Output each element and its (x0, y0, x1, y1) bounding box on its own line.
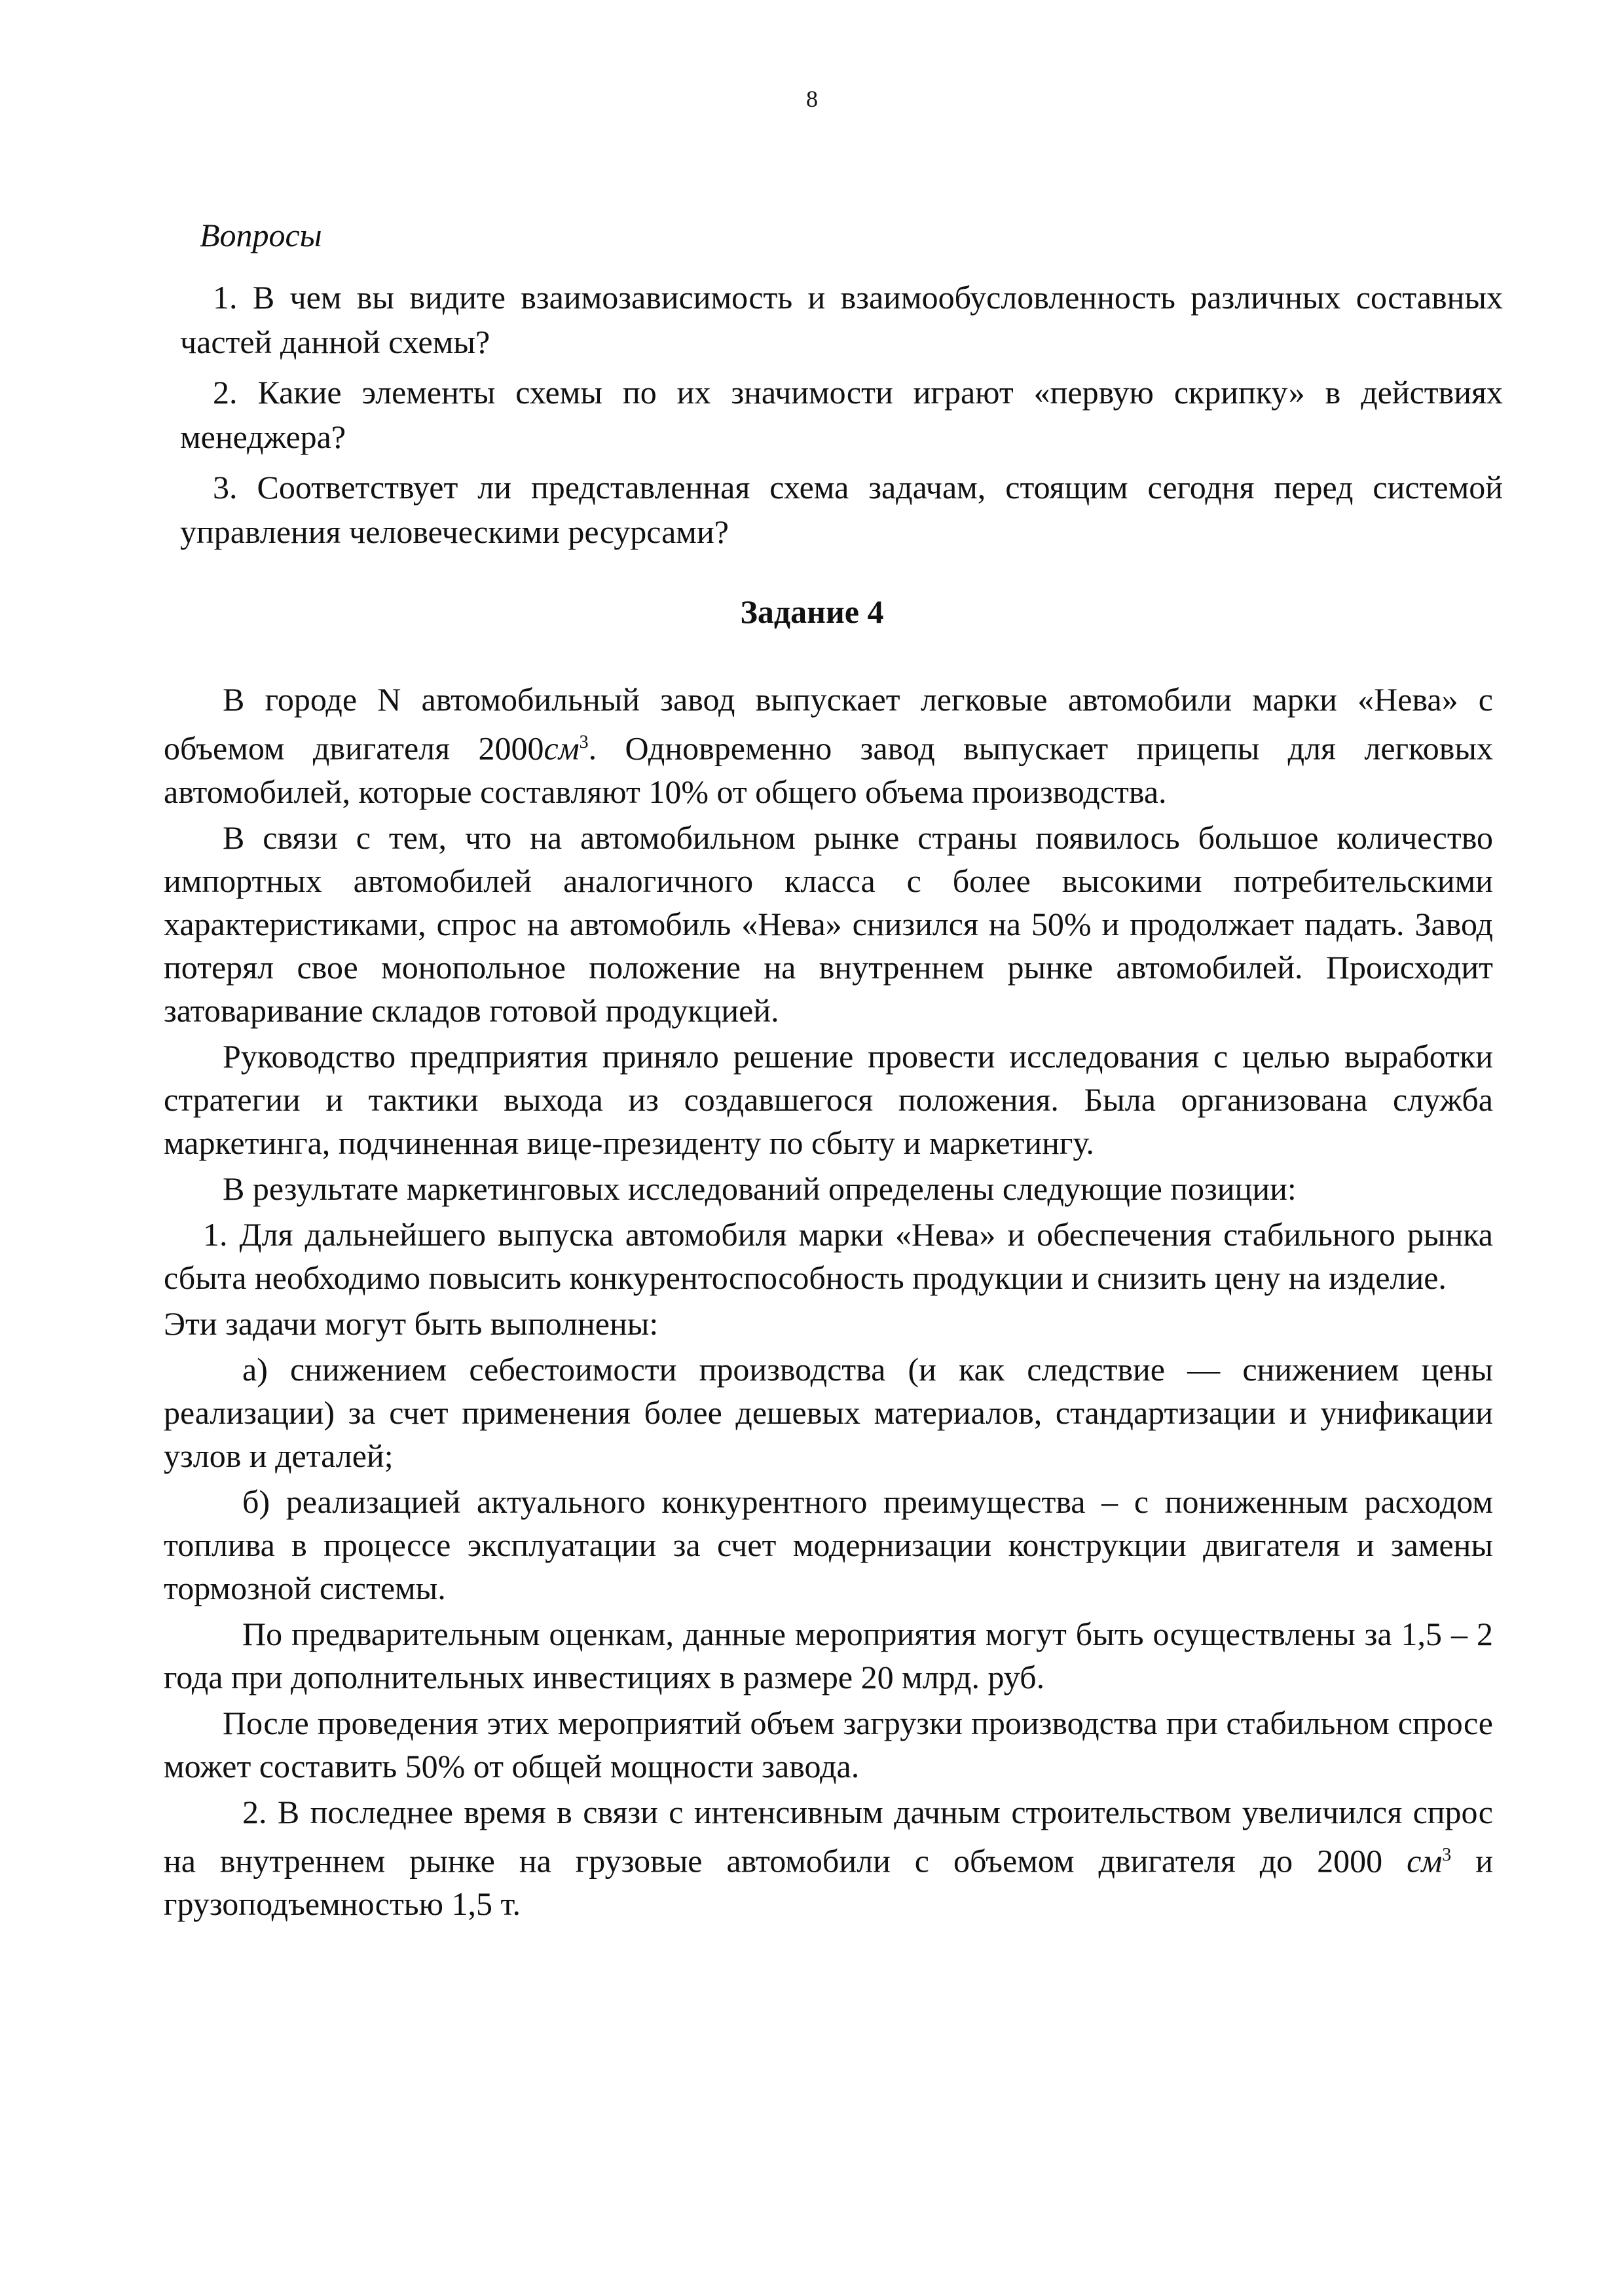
question-1: 1. В чем вы видите взаимозависимость и взаимообусловленность различных составных частей данной схемы? (180, 279, 1503, 360)
paragraph-8: б) реализацией актуального конкурентного преимущества – с пониженным расходом топлива в процессе эксплуатации за счет модернизации конструкции двигателя и замены тормозной системы. (164, 1483, 1493, 1606)
paragraph-5: 1. Для дальнейшего выпуска автомобиля марки «Нева» и обеспечения стабильного рынка сбыта необходимо повысить конкурентоспособность продукции и снизить цену на изделие. (164, 1215, 1493, 1296)
paragraph-2: В связи с тем, что на автомобильном рынке страны появилось большое количество импортных автомобилей аналогичного класса с более высокими потребительскими характеристиками, спрос на автомобиль «Нева» снизился на 50% и продолжает падать. Завод потерял свое монопольное положение на внутреннем рынке автомобилей. Происходит затоваривание складов готовой продукцией. (164, 819, 1493, 1029)
paragraph-11-text-b: и грузоподъемностью 1,5 т. (164, 1842, 1493, 1923)
paragraph-6: Эти задачи могут быть выполнены: (164, 1305, 659, 1342)
page-number: 8 (806, 86, 818, 112)
unit-cm: см (544, 730, 580, 767)
paragraph-3: Руководство предприятия приняло решение провести исследования с целью выработки стратегии и тактики выхода из создавшегося положения. Была организована служба маркетинга, подчиненная вице-президенту по сбыту и маркетингу. (164, 1037, 1493, 1161)
paragraph-1-text-b: . Одновременно завод выпускает прицепы для легковых автомобилей, которые составляют 10% от общего объема производства. (164, 730, 1493, 810)
paragraph-11 (164, 1790, 1493, 1926)
task-title: Задание 4 (740, 593, 884, 630)
questions-heading: Вопросы (200, 217, 322, 253)
paragraph-11-text-a: 2. В последнее время в связи с интенсивным дачным строительством увеличился спрос на внутреннем рынке на грузовые автомобили с объемом двигателя до 2000 (164, 1793, 1493, 1879)
unit-cm-2: см (1407, 1842, 1443, 1879)
question-3: 3. Соответствует ли представленная схема задачам, стоящим сегодня перед системой управления человеческими ресурсами? (180, 469, 1503, 550)
paragraph-4: В результате маркетинговых исследований определены следующие позиции: (223, 1170, 1297, 1207)
unit-exponent-2: 3 (1442, 1844, 1452, 1865)
unit-exponent: 3 (579, 732, 589, 752)
paragraph-7: а) снижением себестоимости производства (и как следствие — снижением цены реализации) за счет применения более дешевых материалов, стандартизации и унификации узлов и деталей; (164, 1350, 1493, 1474)
question-2: 2. Какие элементы схемы по их значимости играют «первую скрипку» в действиях менеджера? (180, 374, 1503, 455)
paragraph-9: По предварительным оценкам, данные мероприятия могут быть осуществлены за 1,5 – 2 года при дополнительных инвестициях в размере 20 млрд. руб. (164, 1615, 1493, 1695)
paragraph-10: После проведения этих мероприятий объем загрузки производства при стабильном спросе может составить 50% от общей мощности завода. (164, 1704, 1493, 1785)
paragraph-1 (164, 678, 1493, 813)
paragraph-1-text-a: В городе N автомобильный завод выпускает легковые автомобили марки «Нева» с объемом двигателя 2000 (164, 681, 1493, 767)
task-body (164, 678, 1493, 1928)
